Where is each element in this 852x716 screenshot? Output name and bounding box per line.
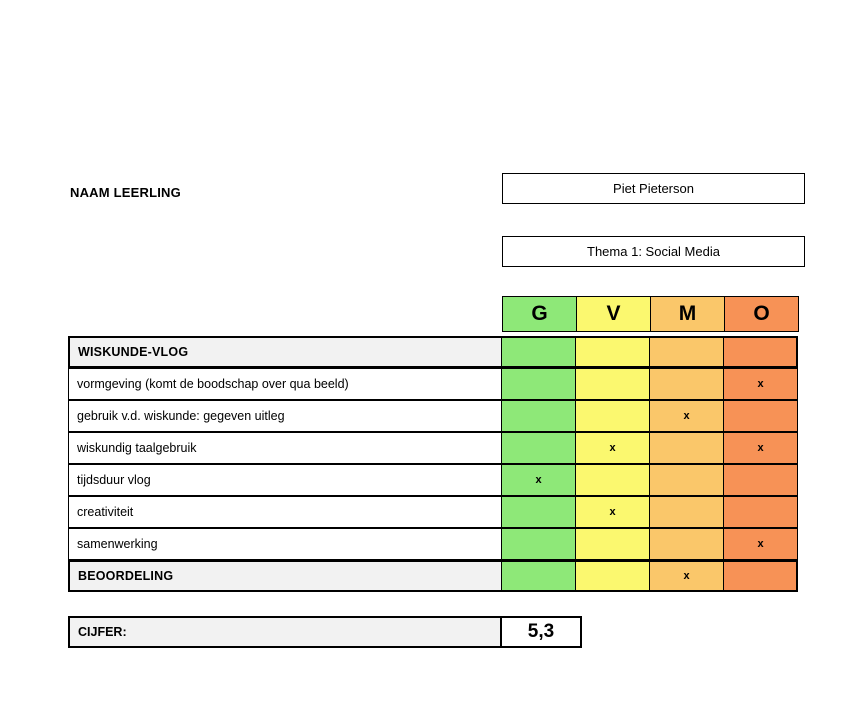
- rubric-mark-cell-v[interactable]: x: [575, 496, 650, 528]
- student-name-label: NAAM LEERLING: [70, 185, 181, 200]
- grade-value: 5,3: [502, 616, 582, 648]
- student-name-value: Piet Pieterson: [613, 181, 694, 196]
- rubric-mark-cell-g[interactable]: x: [501, 464, 576, 496]
- rubric-row-label: vormgeving (komt de boodschap over qua beeld): [68, 368, 502, 400]
- rubric-column-header-m: M: [650, 296, 725, 332]
- rubric-section-row: [68, 560, 805, 592]
- rubric-mark-cell-v[interactable]: [575, 368, 650, 400]
- rubric-mark-cell-v[interactable]: [575, 336, 650, 368]
- rubric-mark-cell-o[interactable]: x: [723, 432, 798, 464]
- rubric-mark-cell-g[interactable]: [501, 400, 576, 432]
- rubric-mark-cell-m[interactable]: [649, 528, 724, 560]
- grade-row: [68, 616, 582, 648]
- rubric-column-header-o: O: [724, 296, 799, 332]
- rubric-row-label: wiskundig taalgebruik: [68, 432, 502, 464]
- rubric-mark-cell-g[interactable]: [501, 432, 576, 464]
- rubric-mark-cell-m[interactable]: [649, 336, 724, 368]
- rubric-row-label: tijdsduur vlog: [68, 464, 502, 496]
- rubric-row-label: gebruik v.d. wiskunde: gegeven uitleg: [68, 400, 502, 432]
- rubric-criterion-row: [68, 368, 805, 400]
- rubric-mark-cell-v[interactable]: [575, 464, 650, 496]
- rubric-column-header-v: V: [576, 296, 651, 332]
- rubric-mark-cell-m[interactable]: [649, 464, 724, 496]
- rubric-mark-cell-v[interactable]: [575, 528, 650, 560]
- rubric-mark-cell-o[interactable]: x: [723, 528, 798, 560]
- rubric-mark-cell-g[interactable]: [501, 368, 576, 400]
- grade-label: CIJFER:: [68, 616, 502, 648]
- rubric-mark-cell-m[interactable]: [649, 496, 724, 528]
- rubric-section-row: [68, 336, 805, 368]
- rubric-row-label: creativiteit: [68, 496, 502, 528]
- rubric-criterion-row: [68, 528, 805, 560]
- rubric-mark-cell-o[interactable]: [723, 496, 798, 528]
- rubric-mark-cell-v[interactable]: x: [575, 432, 650, 464]
- rubric-mark-cell-g[interactable]: [501, 528, 576, 560]
- rubric-mark-cell-m[interactable]: [649, 432, 724, 464]
- rubric-mark-cell-v[interactable]: [575, 400, 650, 432]
- rubric-mark-cell-g[interactable]: [501, 336, 576, 368]
- rubric-mark-cell-o[interactable]: x: [723, 368, 798, 400]
- theme-field[interactable]: [502, 236, 805, 267]
- rubric-column-header-g: G: [502, 296, 577, 332]
- rubric-row-label: WISKUNDE-VLOG: [68, 336, 502, 368]
- student-name-field[interactable]: [502, 173, 805, 204]
- rubric-criterion-row: [68, 400, 805, 432]
- rubric-mark-cell-o[interactable]: [723, 336, 798, 368]
- theme-value: Thema 1: Social Media: [587, 244, 720, 259]
- rubric-mark-cell-v[interactable]: [575, 560, 650, 592]
- rubric-mark-cell-m[interactable]: x: [649, 560, 724, 592]
- rubric-mark-cell-g[interactable]: [501, 560, 576, 592]
- rubric-header-row: [502, 296, 799, 332]
- rubric-mark-cell-o[interactable]: [723, 400, 798, 432]
- rubric-mark-cell-g[interactable]: [501, 496, 576, 528]
- rubric-criterion-row: [68, 496, 805, 528]
- rubric-mark-cell-o[interactable]: [723, 464, 798, 496]
- rubric-criterion-row: [68, 432, 805, 464]
- rubric-mark-cell-o[interactable]: [723, 560, 798, 592]
- rubric-mark-cell-m[interactable]: [649, 368, 724, 400]
- rubric-row-label: samenwerking: [68, 528, 502, 560]
- rubric-row-label: BEOORDELING: [68, 560, 502, 592]
- rubric-criterion-row: [68, 464, 805, 496]
- rubric-mark-cell-m[interactable]: x: [649, 400, 724, 432]
